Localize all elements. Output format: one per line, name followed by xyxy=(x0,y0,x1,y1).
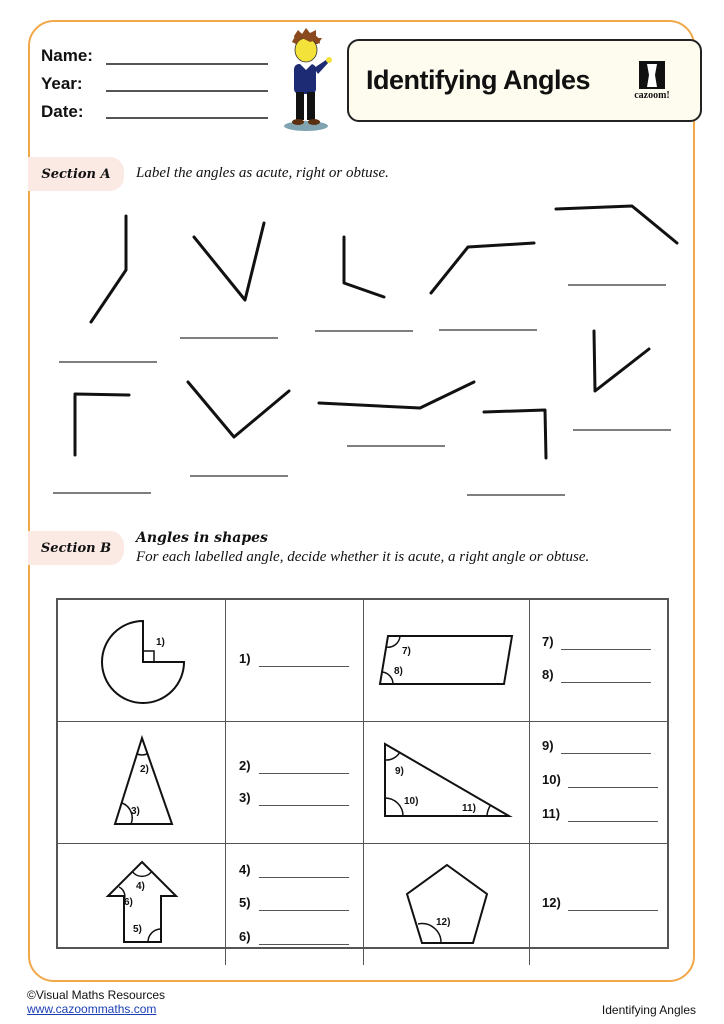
answer-label-7: 7) xyxy=(542,634,554,649)
answer-field-11[interactable] xyxy=(568,821,658,822)
answer-label-12: 12) xyxy=(542,895,561,910)
shape-cell-parallelogram xyxy=(364,600,530,722)
circle-sector-shape xyxy=(58,600,226,716)
angle-label-8: 8) xyxy=(394,666,403,677)
section-a-tab: Section A xyxy=(28,157,124,191)
angle-label-9: 9) xyxy=(395,766,404,777)
answer-field-7[interactable] xyxy=(561,649,651,650)
logo-text: cazoom! xyxy=(634,90,670,101)
shapes-table xyxy=(56,598,669,949)
answer-cell-2-3 xyxy=(226,722,364,844)
answer-field-12[interactable] xyxy=(568,910,658,911)
angle-5 xyxy=(556,206,677,243)
answer-label-8: 8) xyxy=(542,667,554,682)
angle-8 xyxy=(319,382,474,408)
answer-field-4[interactable] xyxy=(259,877,349,878)
angle-label-1: 1) xyxy=(156,637,165,648)
angle-label-3: 3) xyxy=(131,806,140,817)
answer-label-5: 5) xyxy=(239,895,251,910)
answer-field-3[interactable] xyxy=(259,805,349,806)
angle-4 xyxy=(431,243,534,293)
answer-label-4: 4) xyxy=(239,862,251,877)
answer-label-9: 9) xyxy=(542,738,554,753)
angle-6 xyxy=(75,394,129,455)
answer-label-1: 1) xyxy=(239,651,251,666)
answer-cell-12 xyxy=(530,844,667,965)
website-link[interactable]: www.cazoommaths.com xyxy=(27,1002,157,1016)
parallelogram-shape xyxy=(364,600,530,716)
answer-label-10: 10) xyxy=(542,772,561,787)
answer-label-2: 2) xyxy=(239,758,251,773)
angle-1 xyxy=(91,216,126,322)
section-b-tab: Section B xyxy=(28,531,124,565)
answer-cell-4-6 xyxy=(226,844,364,965)
arrow-shape xyxy=(58,844,226,960)
angle-10 xyxy=(594,331,649,391)
copyright-text: ©Visual Maths Resources xyxy=(27,988,166,1002)
shape-cell-circle xyxy=(58,600,226,722)
angle-7 xyxy=(188,382,289,437)
answer-field-6[interactable] xyxy=(259,944,349,945)
section-b-heading: Angles in shapes xyxy=(136,530,268,546)
angle-2 xyxy=(194,223,264,300)
angle-label-4: 4) xyxy=(136,881,145,892)
angle-label-7: 7) xyxy=(402,646,411,657)
section-a-instruction: Label the angles as acute, right or obtuse. xyxy=(136,165,389,181)
answer-field-9[interactable] xyxy=(561,753,651,754)
shape-cell-arrow xyxy=(58,844,226,965)
answer-field-1[interactable] xyxy=(259,666,349,667)
worksheet-title: Identifying Angles xyxy=(366,65,591,95)
year-label: Year: xyxy=(41,74,83,93)
shape-cell-right-triangle xyxy=(364,722,530,844)
isosceles-triangle-shape xyxy=(58,722,226,838)
answer-field-8[interactable] xyxy=(561,682,651,683)
answer-field-2[interactable] xyxy=(259,773,349,774)
answer-field-10[interactable] xyxy=(568,787,658,788)
angle-label-5: 5) xyxy=(133,924,142,935)
answer-cell-7-8 xyxy=(530,600,667,722)
answer-label-6: 6) xyxy=(239,929,251,944)
footer-page-title: Identifying Angles xyxy=(601,1003,696,1017)
date-label: Date: xyxy=(41,102,84,121)
angle-label-2: 2) xyxy=(140,764,149,775)
answer-cell-9-11 xyxy=(530,722,667,844)
angle-3 xyxy=(344,237,384,297)
answer-label-3: 3) xyxy=(239,790,251,805)
footer-credits xyxy=(27,988,165,1016)
answer-cell-1 xyxy=(226,600,364,722)
shape-cell-pentagon xyxy=(364,844,530,965)
answer-label-11: 11) xyxy=(542,806,561,821)
angle-label-6: 6) xyxy=(124,897,133,908)
section-b-instruction: For each labelled angle, decide whether it is acute, a right angle or obtuse. xyxy=(136,549,590,565)
answer-field-5[interactable] xyxy=(259,910,349,911)
angle-label-12: 12) xyxy=(436,917,451,928)
angle-label-11: 11) xyxy=(462,803,476,814)
pentagon-shape xyxy=(364,844,530,960)
name-label: Name: xyxy=(41,46,93,65)
shape-cell-isosceles xyxy=(58,722,226,844)
right-triangle-shape xyxy=(364,722,530,838)
angle-label-10: 10) xyxy=(404,796,419,807)
right-angle-marker xyxy=(143,651,154,662)
angle-9 xyxy=(484,410,546,458)
